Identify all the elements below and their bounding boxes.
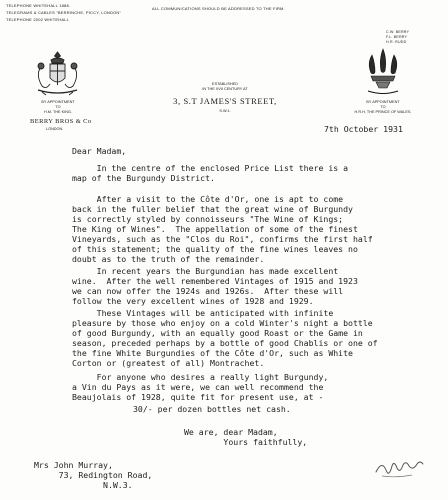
appointment-king-line3: H.M. THE KING. <box>44 110 72 114</box>
price-line: 30/- per dozen bottles net cash. <box>133 404 291 414</box>
established-line1: ESTABLISHED <box>212 82 238 86</box>
appointment-king-line1: BY APPOINTMENT <box>41 100 75 104</box>
established-note <box>170 82 280 92</box>
director-1: C.W. BERRY <box>386 30 410 34</box>
appointment-king <box>28 100 88 115</box>
paragraph-anticipation: These Vintages will be anticipated with infinite pleasure by those who enjoy on a cold Winter's night a bottle of good Burgundy, with an equally good Roast or the Game in season, preceded perhaps by a bottle of good Chablis or one of the fine White Burgundies of the Côte d'Or, such as White Corton or (greatest of all) Montrachet. <box>72 308 378 368</box>
salutation: Dear Madam, <box>72 146 127 156</box>
letterhead-telegrams: TELEGRAMS & CABLES "BERRINCHE, PICCY, LONDON" <box>6 10 122 15</box>
closing: We are, dear Madam, Yours faithfully, <box>184 427 308 447</box>
letterhead-communications-note: ALL COMMUNICATIONS SHOULD BE ADDRESSED TO THE FIRM. <box>152 6 285 11</box>
addressee-block: Mrs John Murray, 73, Redington Road, N.W.3. <box>34 460 153 490</box>
street-address: 3, S.T JAMES'S STREET, <box>173 96 277 106</box>
appointment-prince-line3: H.R.H. THE PRINCE OF WALES. <box>354 110 412 114</box>
prince-of-wales-feathers-icon <box>358 45 408 100</box>
paragraph-cote-dor: After a visit to the Côte d'Or, one is apt to come back in the fuller belief that the great wine of Burgundy is correctly styled by connoisseurs "The Wine of Kings; The King of Wines". The appellation of some of the finest Vineyards, such as the "Clos du Roi", confirms the first half of this statement; the quality of the fine wines leaves no doubt as to the truth of the remainder. <box>72 194 373 264</box>
letterhead-telephone: TELEPHONE WHITEHALL 1888. <box>6 3 71 8</box>
postal-district: S.W.1. <box>219 109 231 113</box>
company-name: BERRY BROS & Co <box>30 118 92 125</box>
established-line2: IN THE XVII CENTURY AT <box>202 87 248 91</box>
appointment-prince-line2: TO <box>380 105 386 109</box>
appointment-king-line2: TO <box>55 105 61 109</box>
handwritten-signature <box>372 452 436 482</box>
paragraph-vintages: In recent years the Burgundian has made excellent wine. After the well remembered Vintages of 1915 and 1923 we can now offer the 1924s and 1926s. After these will follow the very excellent wines of 1928 and 1929. <box>72 266 358 306</box>
letterhead-telephone-secondary: TELEPHONE 2002 WHITEHALL <box>6 17 70 22</box>
company-city: LONDON. <box>46 127 64 131</box>
paragraph-beaujolais: For anyone who desires a really light Burgundy, a Vin du Pays as it were, we can well recommend the Beaujolais of 1928, quite fit for present use, at - <box>72 372 329 402</box>
appointment-prince <box>346 100 420 115</box>
royal-coat-of-arms-icon <box>30 48 85 98</box>
paragraph-price-list: In the centre of the enclosed Price List there is a map of the Burgundy District. <box>72 163 349 183</box>
appointment-prince-line1: BY APPOINTMENT <box>366 100 400 104</box>
director-2: F.L. BERRY <box>386 35 408 39</box>
letter-date: 7th October 1931 <box>324 124 403 134</box>
letterhead-directors <box>386 30 409 45</box>
director-3: H.R. RUDD <box>386 40 407 44</box>
